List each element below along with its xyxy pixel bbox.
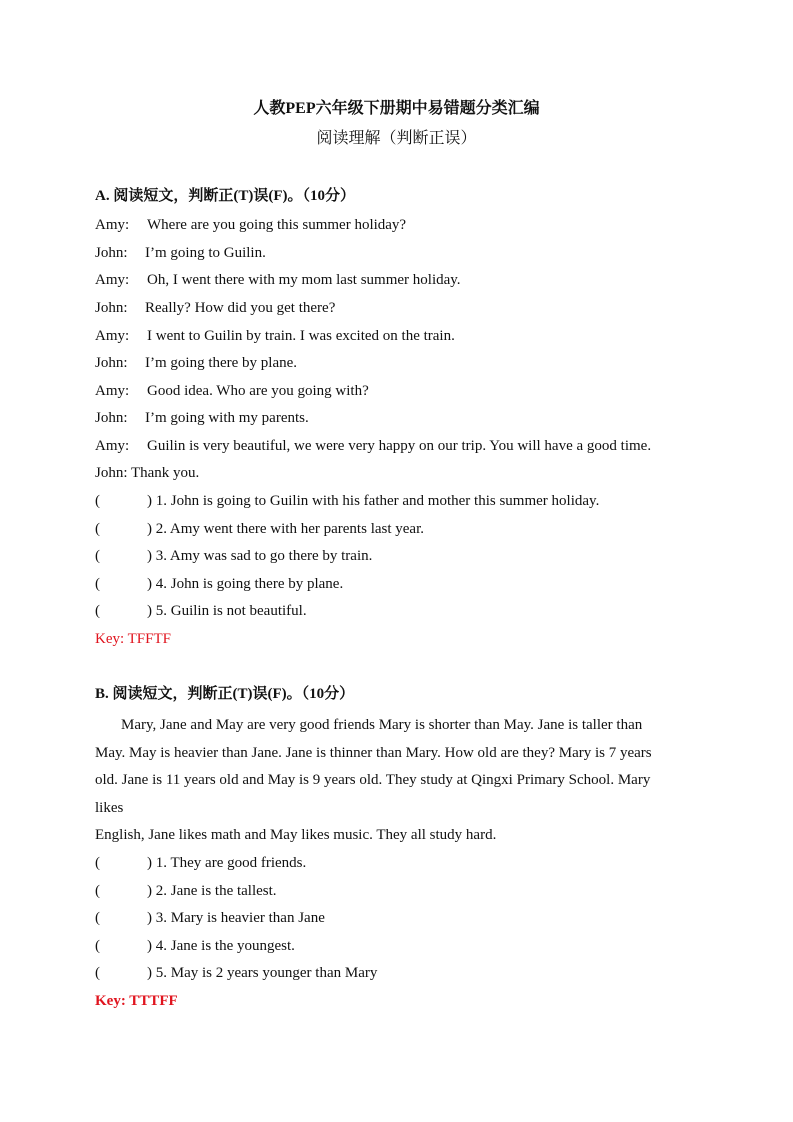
dialogue-line	[95, 298, 335, 318]
dialogue-line	[95, 436, 651, 456]
dialogue-line	[95, 381, 369, 401]
dialogue-line	[95, 270, 461, 290]
question-item	[95, 574, 343, 594]
answer-blank[interactable]: (	[95, 548, 100, 564]
question-text: ) 3. Mary is heavier than Jane	[147, 910, 325, 926]
question-text: ) 2. Jane is the tallest.	[147, 883, 277, 899]
dialogue-line	[95, 215, 406, 235]
speaker: Amy:	[95, 438, 130, 454]
dialogue-line	[95, 326, 455, 346]
question-item	[95, 519, 424, 539]
dialogue-line	[95, 243, 266, 263]
utterance: Where are you going this summer holiday?	[147, 217, 407, 233]
page-subtitle: 阅读理解（判断正误）	[316, 130, 477, 147]
speaker: John:	[95, 300, 128, 316]
question-text: ) 2. Amy went there with her parents last year.	[147, 521, 425, 537]
answer-blank[interactable]: (	[95, 938, 100, 954]
utterance: I’m going to Guilin.	[145, 245, 266, 261]
answer-blank[interactable]: (	[95, 910, 100, 926]
answer-blank[interactable]: (	[95, 521, 100, 537]
question-text: ) 1. John is going to Guilin with his father and mother this summer holiday.	[147, 493, 600, 509]
question-item	[95, 908, 325, 928]
answer-blank[interactable]: (	[95, 603, 100, 619]
question-item	[95, 936, 295, 956]
question-text: ) 4. John is going there by plane.	[147, 576, 344, 592]
speaker: Amy:	[95, 383, 130, 399]
question-item	[95, 491, 599, 511]
section-b-heading: B. 阅读短文，判断正(T)误(F)。（10分）	[95, 686, 355, 702]
speaker: Amy:	[95, 217, 130, 233]
question-text: ) 5. Guilin is not beautiful.	[147, 603, 307, 619]
passage-line: likes	[95, 800, 124, 816]
speaker: John:	[95, 245, 128, 261]
utterance: I went to Guilin by train. I was excited on the train.	[147, 328, 455, 344]
speaker: John:	[95, 355, 128, 371]
question-item	[95, 963, 377, 983]
speaker: Amy:	[95, 328, 130, 344]
answer-blank[interactable]: (	[95, 855, 100, 871]
question-item	[95, 853, 306, 873]
dialogue-closing: John: Thank you.	[95, 465, 200, 481]
utterance: I’m going there by plane.	[145, 355, 298, 371]
dialogue-line	[95, 408, 309, 428]
answer-blank[interactable]: (	[95, 883, 100, 899]
answer-key-a: Key: TFFTF	[95, 631, 171, 647]
answer-blank[interactable]: (	[95, 965, 100, 981]
utterance: Guilin is very beautiful, we were very happy on our trip. You will have a good time.	[147, 438, 652, 454]
utterance: Really? How did you get there?	[145, 300, 336, 316]
answer-blank[interactable]: (	[95, 493, 100, 509]
question-item	[95, 546, 372, 566]
passage-line: Mary, Jane and May are very good friends Mary is shorter than May. Jane is taller than	[121, 717, 643, 733]
dialogue-line	[95, 353, 297, 373]
section-a-heading: A. 阅读短文，判断正(T)误(F)。（10分）	[95, 188, 355, 204]
speaker: Amy:	[95, 272, 130, 288]
answer-blank[interactable]: (	[95, 576, 100, 592]
question-item	[95, 881, 277, 901]
question-item	[95, 601, 307, 621]
question-text: ) 1. They are good friends.	[147, 855, 307, 871]
utterance: I’m going with my parents.	[145, 410, 309, 426]
passage-line: old. Jane is 11 years old and May is 9 years old. They study at Qingxi Primary School. Mary	[95, 772, 651, 788]
utterance: Good idea. Who are you going with?	[147, 383, 369, 399]
question-text: ) 4. Jane is the youngest.	[147, 938, 295, 954]
question-text: ) 3. Amy was sad to go there by train.	[147, 548, 373, 564]
speaker: John:	[95, 410, 128, 426]
passage-line: May. May is heavier than Jane. Jane is thinner than Mary. How old are they? Mary is 7 years	[95, 745, 652, 761]
utterance: Oh, I went there with my mom last summer holiday.	[147, 272, 461, 288]
passage-line: English, Jane likes math and May likes music. They all study hard.	[95, 827, 497, 843]
answer-key-b: Key: TTTFF	[95, 993, 178, 1009]
question-text: ) 5. May is 2 years younger than Mary	[147, 965, 378, 981]
page-title: 人教PEP六年级下册期中易错题分类汇编	[253, 100, 540, 117]
